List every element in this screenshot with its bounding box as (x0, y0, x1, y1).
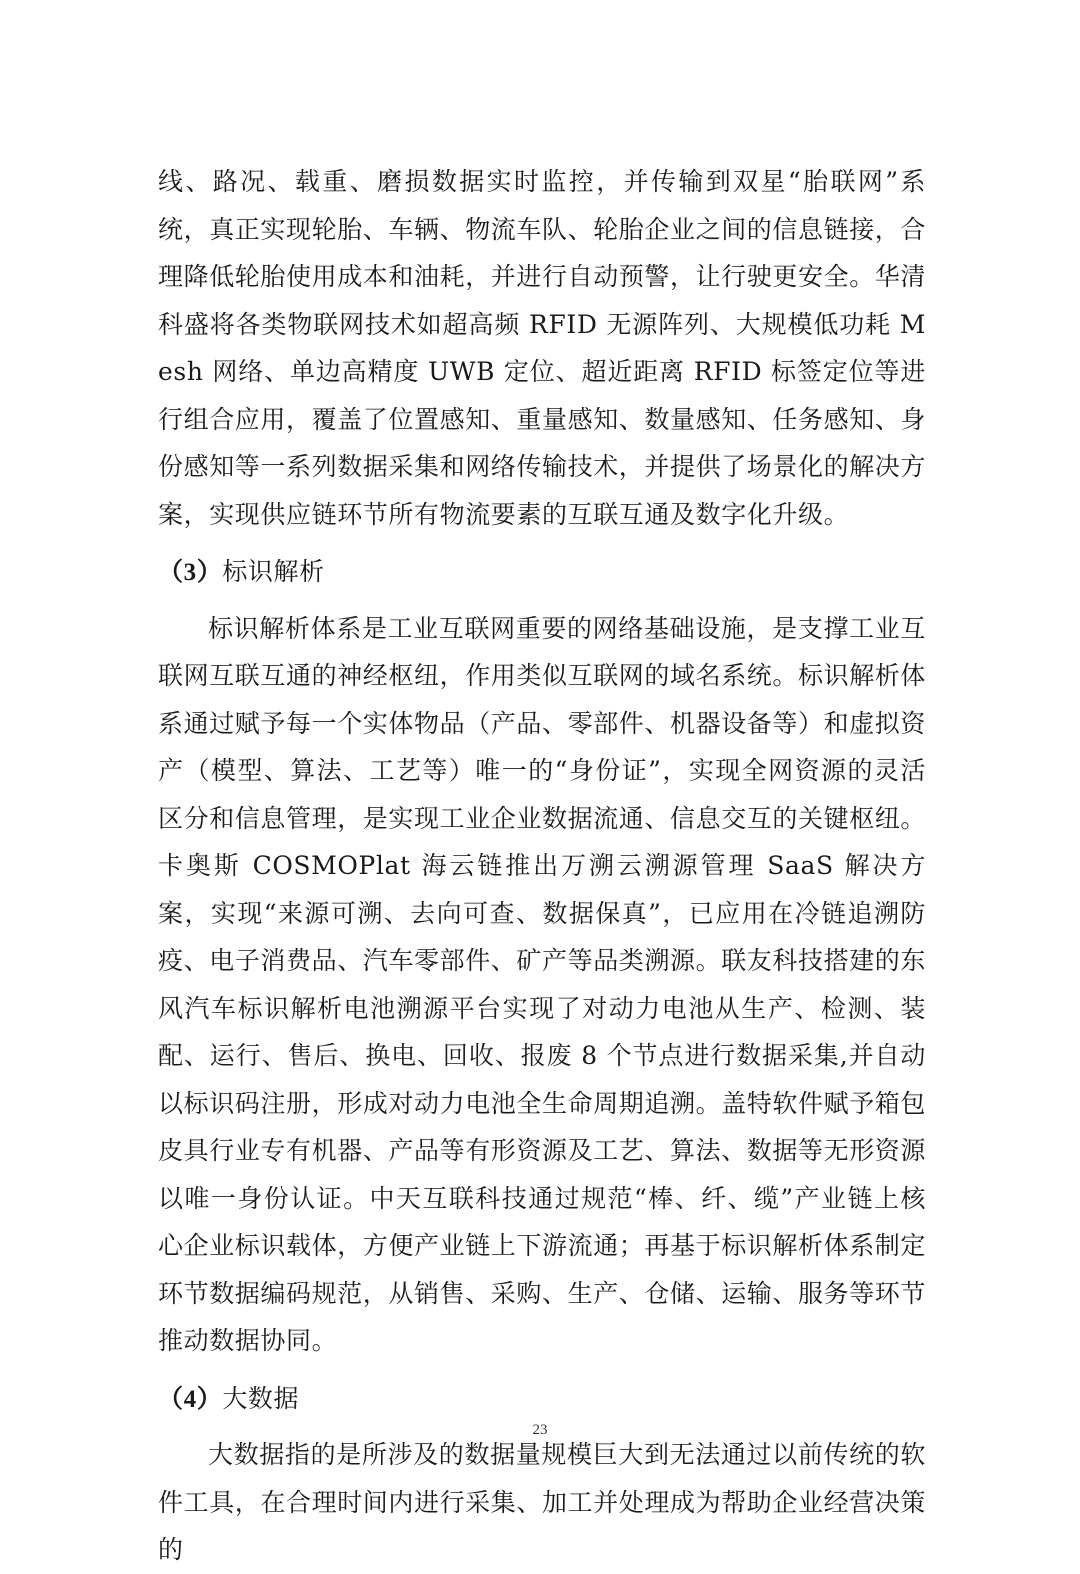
section-title: 大数据 (222, 1383, 300, 1413)
page-number: 23 (532, 1422, 548, 1438)
body-paragraph-identifier-resolution: 标识解析体系是工业互联网重要的网络基础设施，是支撑工业互联网互联互通的神经枢纽，作用类似互联网的域名系统。标识解析体系通过赋予每一个实体物品（产品、零部件、机器设备等）和虚拟资产（模型、算法、工艺等）唯一的“身份证”，实现全网资源的灵活区分和信息管理，是实现工业企业数据流通、信息交互的关键枢纽。卡奥斯 COSMOPlat 海云链推出万溯云溯源管理 SaaS 解决方案，实现“来源可溯、去向可查、数据保真”，已应用在冷链追溯防疫、电子消费品、汽车零部件、矿产等品类溯源。联友科技搭建的东风汽车标识解析电池溯源平台实现了对动力电池从生产、检测、装配、运行、售后、换电、回收、报废 8 个节点进行数据采集,并自动以标识码注册，形成对动力电池全生命周期追溯。盖特软件赋予箱包皮具行业专有机器、产品等有形资源及工艺、算法、数据等无形资源以唯一身份认证。中天互联科技通过规范“棒、纤、缆”产业链上核心企业标识载体，方便产业链上下游流通；再基于标识解析体系制定环节数据编码规范，从销售、采购、生产、仓储、运输、服务等环节推动数据协同。 (158, 613, 927, 1355)
section-heading-identifier-resolution (158, 548, 926, 597)
section-number: （3） (158, 559, 223, 586)
section-number: （4） (158, 1385, 223, 1413)
body-paragraph-iot: 线、路况、载重、磨损数据实时监控，并传输到双星“胎联网”系统，真正实现轮胎、车辆、物流车队、轮胎企业之间的信息链接，合理降低轮胎使用成本和油耗，并进行自动预警，让行驶更安全。华清科盛将各类物联网技术如超高频 RFID 无源阵列、大规模低功耗 Mesh 网络、单边高精度 UWB 定位、超近距离 RFID 标签定位等进行组合应用，覆盖了位置感知、重量感知、数量感知、任务感知、身份感知等一系列数据采集和网络传输技术，并提供了场景化的解决方案，实现供应链环节所有物流要素的互联互通及数字化升级。 (158, 167, 927, 529)
section-heading-big-data (158, 1375, 926, 1424)
body-paragraph-big-data: 大数据指的是所涉及的数据量规模巨大到无法通过以前传统的软件工具，在合理时间内进行采集、加工并处理成为帮助企业经营决策的 (158, 1440, 927, 1564)
document-page (158, 158, 926, 1574)
section-title: 标识解析 (222, 557, 325, 586)
